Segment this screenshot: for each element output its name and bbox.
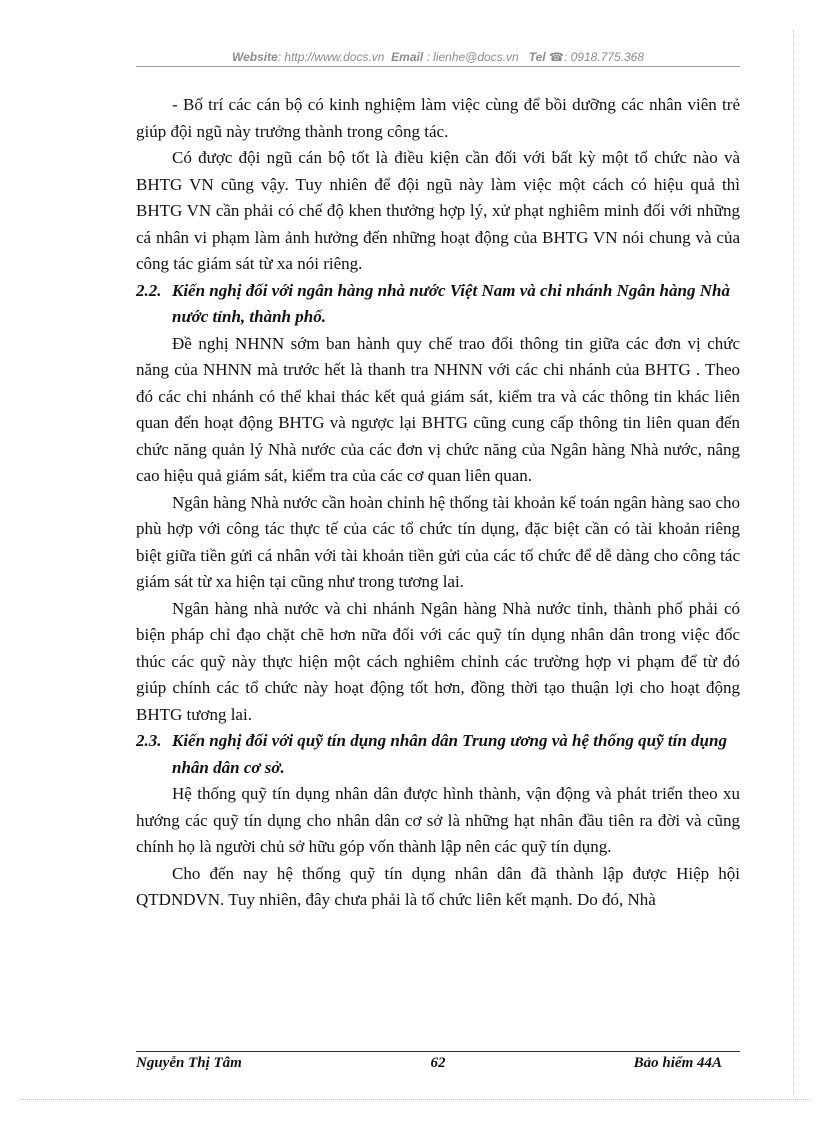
section-heading-2-3 [136, 728, 740, 781]
section-heading-2-2 [136, 278, 740, 331]
paragraph-1: - Bố trí các cán bộ có kinh nghiệm làm việc cùng để bồi dưỡng các nhân viên trẻ giúp đội ngũ này trưởng thành trong công tác. [136, 95, 740, 141]
paragraph-4: Ngân hàng Nhà nước cần hoàn chỉnh hệ thống tài khoản kế toán ngân hàng sao cho phù hợp với công tác thực tế của các tổ chức tín dụng, đặc biệt cần có tài khoản riêng biệt giữa tiền gửi cá nhân với tài khoản tiền gửi của các tổ chức để dễ dàng cho công tác giám sát từ xa hiện tại cũng như trong tương lai. [136, 492, 740, 591]
footer-divider [136, 1051, 740, 1052]
tel-value: : 0918.775.368 [563, 50, 645, 64]
paragraph-5: Ngân hàng nhà nước và chi nhánh Ngân hàng Nhà nước tỉnh, thành phố phải có biện pháp chỉ đạo chặt chẽ hơn nữa đối với các quỹ tín dụng nhân dân trong việc đốc thúc các quỹ này thực hiện một cách nghiêm chỉnh các trường hợp vi phạm để từ đó giúp chính các tổ chức này hoạt động tốt hơn, đồng thời tạo thuận lợi cho hoạt động BHTG tương lai. [136, 598, 740, 724]
page-border-right [793, 30, 794, 1100]
paragraph-6: Hệ thống quỹ tín dụng nhân dân được hình thành, vận động và phát triển theo xu hướng các quỹ tín dụng cho nhân dân cơ sở là những hạt nhân đầu tiên ra đời và cũng chính họ là người chủ sở hữu góp vốn thành lập nên các quỹ tín dụng. [136, 784, 740, 856]
website-label: Website [231, 50, 278, 64]
page-header [136, 50, 740, 64]
section-number: 2.2. [136, 280, 162, 300]
section-number: 2.3. [136, 731, 162, 750]
section-title: Kiến nghị đối với ngân hàng nhà nước Việt Nam và chi nhánh Ngân hàng Nhà nước tỉnh, thành phố. [172, 280, 730, 326]
page-border-bottom [20, 1099, 810, 1100]
page-number: 62 [430, 1055, 446, 1071]
website-value: : http://www.docs.vn [277, 50, 385, 64]
tel-label: Tel [528, 50, 546, 64]
footer-author: Nguyễn Thị Tâm [136, 1055, 242, 1071]
footer-class: Bảo hiểm 44A [633, 1055, 722, 1071]
paragraph-7: Cho đến nay hệ thống quỹ tín dụng nhân dân đã thành lập được Hiệp hội QTDNDVN. Tuy nhiên, đây chưa phải là tổ chức liên kết mạnh. Do đó, Nhà [136, 863, 740, 909]
document-body [136, 92, 740, 914]
email-label: Email [391, 50, 424, 64]
phone-icon: ☎ [549, 50, 564, 64]
paragraph-3: Đề nghị NHNN sớm ban hành quy chế trao đổi thông tin giữa các đơn vị chức năng của NHNN mà trước hết là thanh tra NHNN với các chi nhánh của BHTG . Theo đó các chi nhánh có thể khai thác kết quả giám sát, kiểm tra và các thông tin khác liên quan đến hoạt động BHTG và ngược lại BHTG cũng cung cấp thông tin liên quan đến chức năng quản lý Nhà nước của các đơn vị chức năng của Ngân hàng Nhà nước, nâng cao hiệu quả giám sát, kiểm tra của các cơ quan liên quan. [136, 333, 740, 485]
page-footer [136, 1055, 740, 1075]
paragraph-2: Có được đội ngũ cán bộ tốt là điều kiện cần đối với bất kỳ một tổ chức nào và BHTG VN cũng vậy. Tuy nhiên để đội ngũ này làm việc một cách có hiệu quả thì BHTG VN cần phải có chế độ khen thưởng hợp lý, xử phạt nghiêm minh đối với những cá nhân vi phạm làm ảnh hưởng đến những hoạt động của BHTG VN nói chung và của công tác giám sát từ xa nói riêng. [136, 148, 740, 273]
email-value: : lienhe@docs.vn [423, 50, 519, 64]
header-divider [136, 66, 740, 67]
section-title: Kiến nghị đối với quỹ tín dụng nhân dân Trung ương và hệ thống quỹ tín dụng nhân dân cơ sở. [172, 731, 727, 777]
